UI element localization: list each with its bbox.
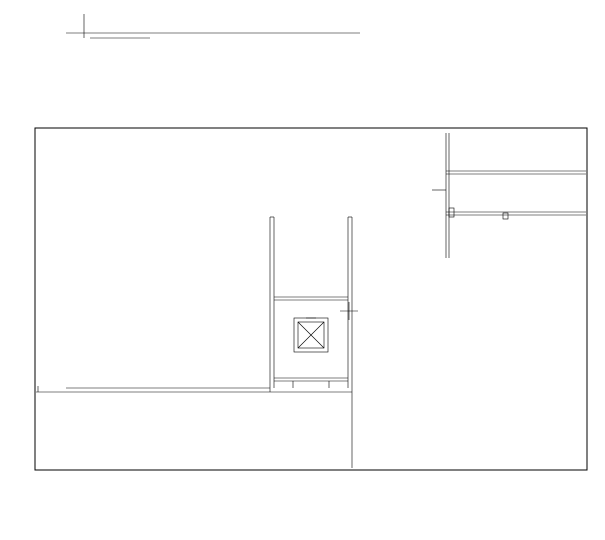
outer-boundary — [35, 128, 587, 470]
box-units — [446, 133, 586, 258]
stair-core — [270, 217, 358, 468]
title-block — [66, 14, 360, 38]
interior-walls — [36, 386, 352, 392]
